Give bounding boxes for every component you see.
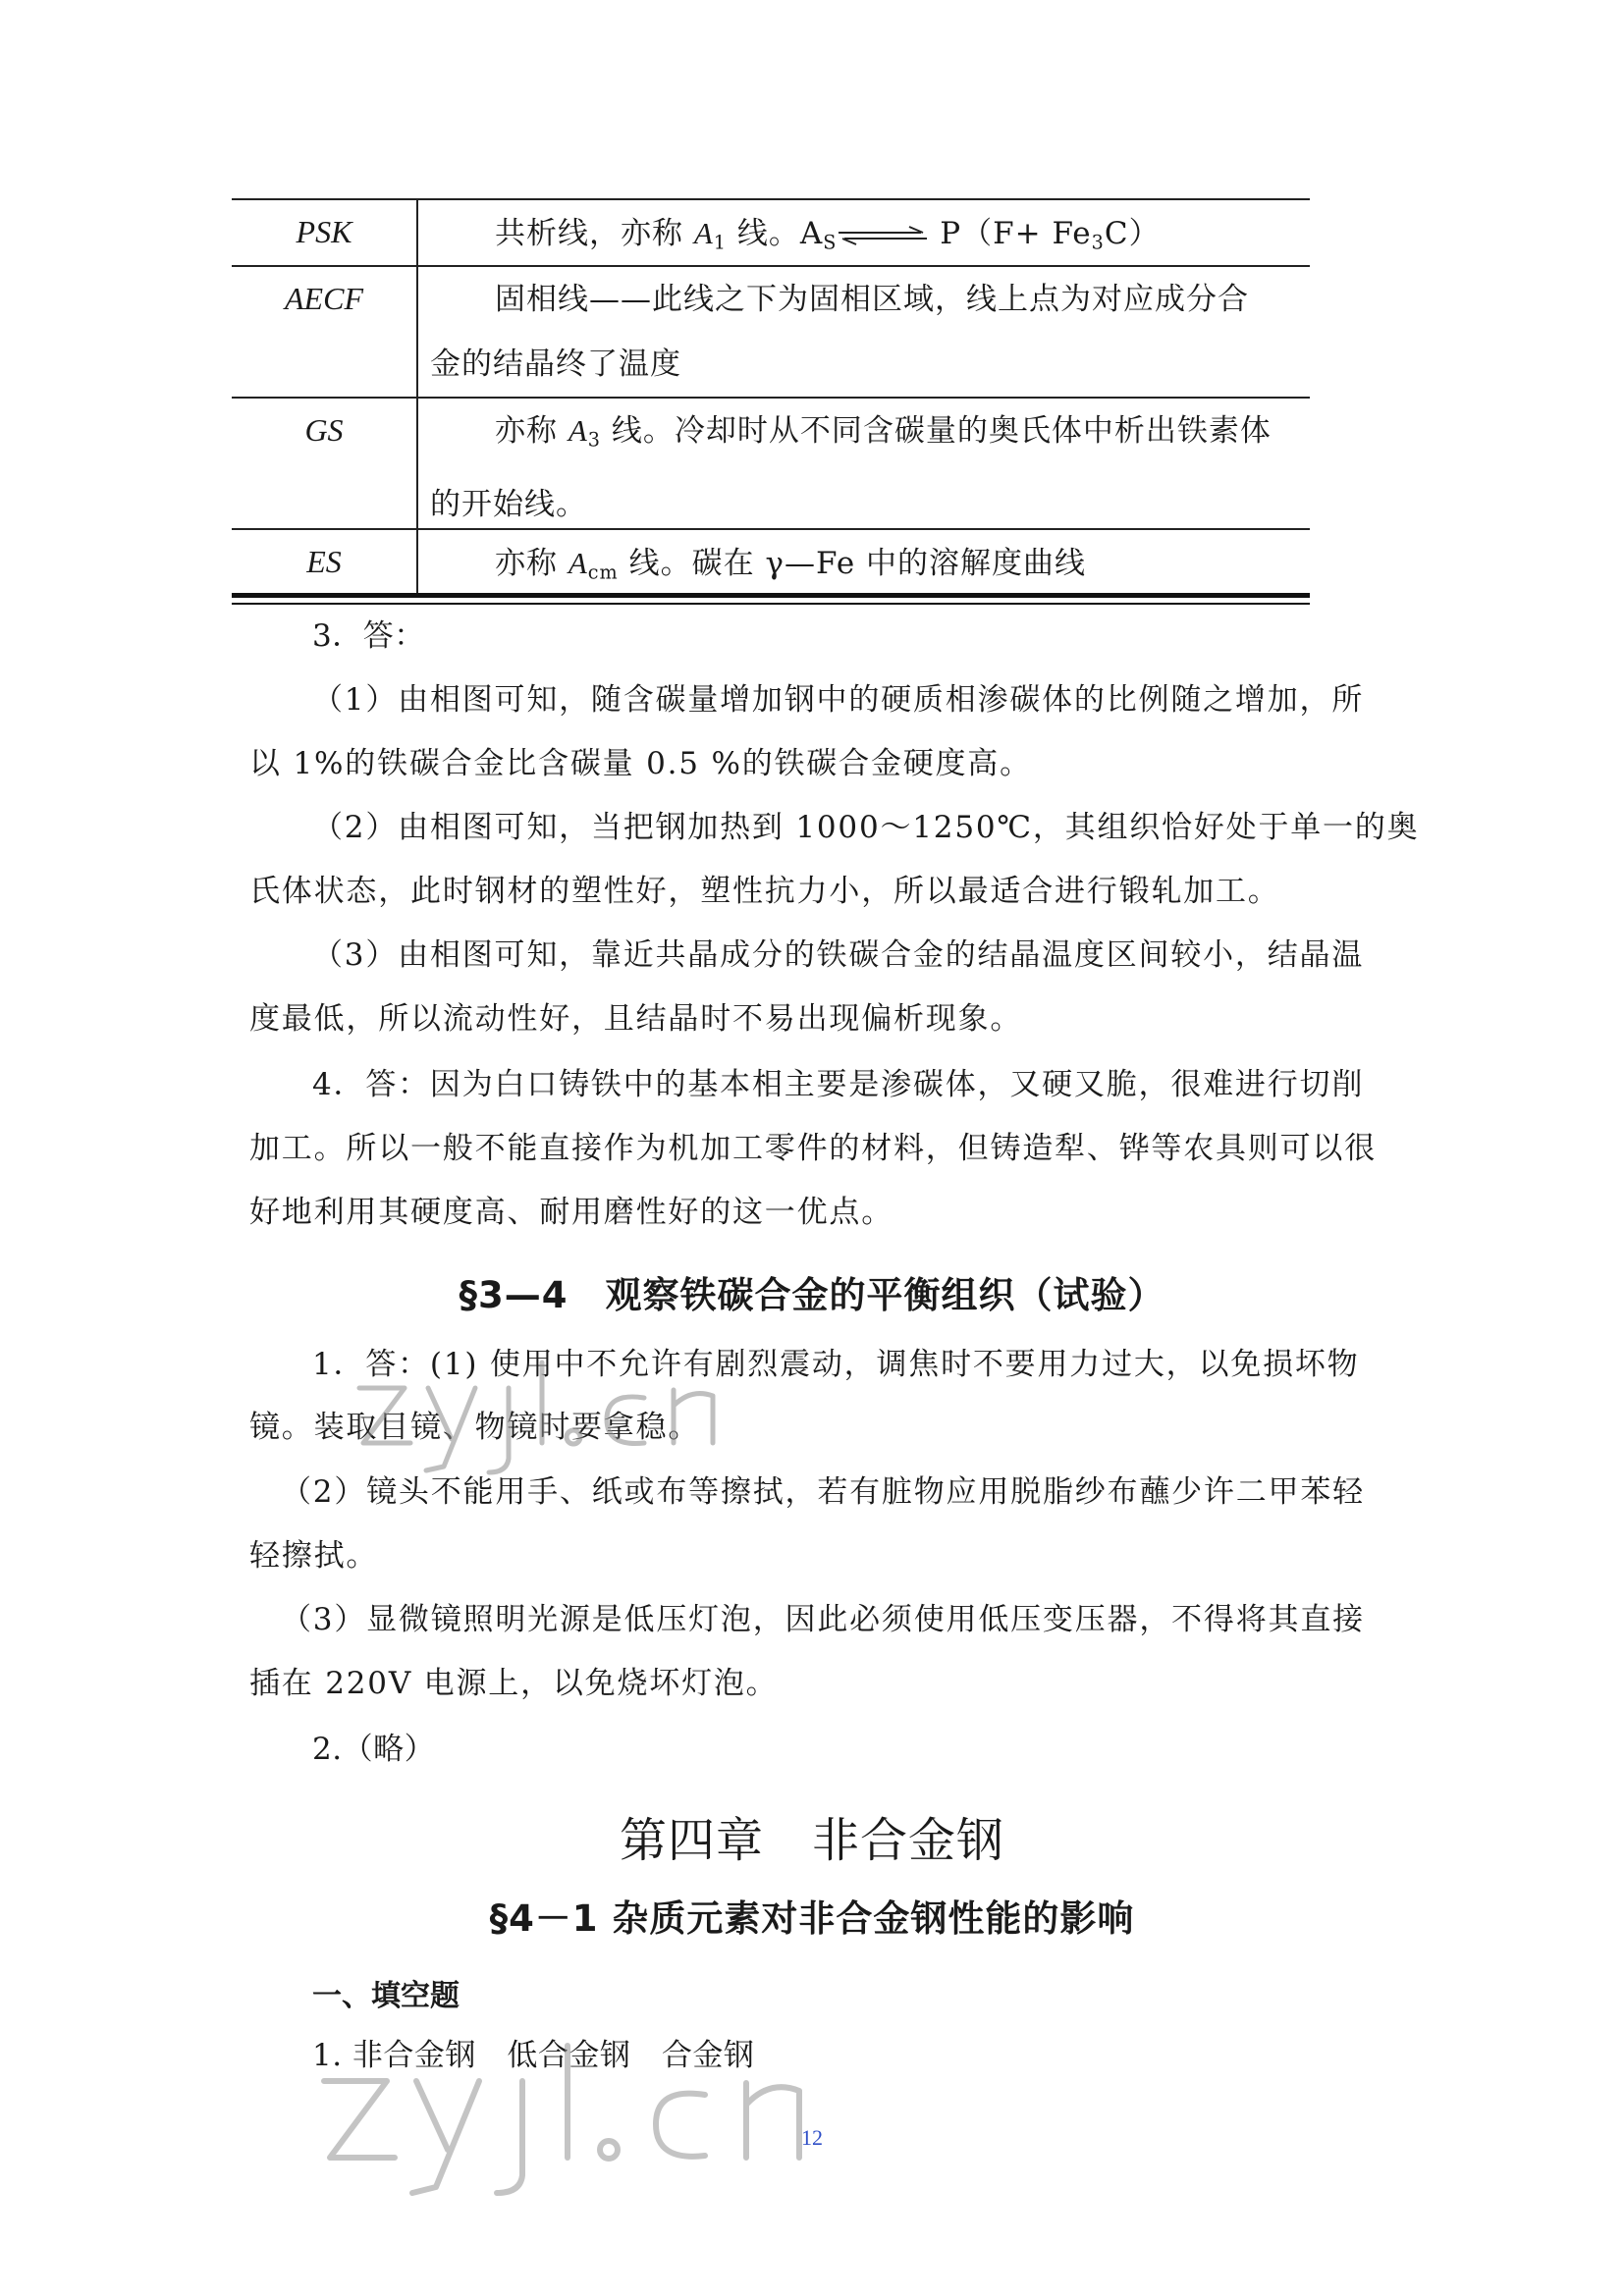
- section-3-4-p2-line2: 轻擦拭。: [249, 1538, 379, 1574]
- table-row-content: 共析线，亦称 $A_1$ 线。$A_S$ $P(F+ Fe_3C)$: [495, 216, 1161, 254]
- section-3-4-title: §3—4 观察铁碳合金的平衡组织（试验）: [459, 1274, 1165, 1316]
- table-row-content: 亦称 $A_{cm}$ 线。碳在 γ—Fe 中的溶解度曲线: [495, 546, 1087, 584]
- table-row: [232, 267, 1310, 399]
- section-3-4-p3-line2: 插在 220V 电源上，以免烧坏灯泡。: [249, 1666, 779, 1701]
- table-bottom-rule: [232, 593, 1310, 605]
- fill-in-item-1: 1. 非合金钢 低合金钢 合金钢: [312, 2038, 755, 2073]
- table-row-content: 亦称 $A_3$ 线。冷却时从不同含碳量的奥氏体中析出铁素体 的开始线。: [430, 413, 1272, 523]
- answer-3-p3-line1: （3）由相图可知，靠近共晶成分的铁碳合金的结晶温度区间较小，结晶温: [312, 937, 1365, 973]
- section-3-4-p2-line1: （2）镜头不能用手、纸或布等擦拭，若有脏物应用脱脂纱布蘸少许二甲苯轻: [281, 1474, 1365, 1510]
- table-row-label: PSK: [232, 200, 418, 265]
- answer-3-p3-line2: 度最低，所以流动性好，且结晶时不易出现偏析现象。: [249, 1001, 1023, 1037]
- section-3-4-p4: 2.（略）: [312, 1732, 436, 1767]
- section-3-4-p1-line1: 1．答：(1) 使用中不允许有剧烈震动，调焦时不要用力过大，以免损坏物: [312, 1347, 1360, 1382]
- answer-4-line3: 好地利用其硬度高、耐用磨性好的这一优点。: [249, 1195, 893, 1230]
- answer-3-title: 3．答：: [312, 618, 425, 654]
- section-4-1-title: §4－1 杂质元素对非合金钢性能的影响: [489, 1897, 1135, 1940]
- table-row: [232, 198, 1310, 267]
- table-row-content: 固相线——此线之下为固相区域，线上点为对应成分合 金的结晶终了温度: [430, 282, 1249, 382]
- answer-4-line2: 加工。所以一般不能直接作为机加工零件的材料，但铸造犁、铧等农具则可以很: [249, 1131, 1377, 1166]
- table-row-label: AECF: [232, 267, 418, 397]
- answer-4-line1: 4．答：因为白口铸铁中的基本相主要是渗碳体，又硬又脆，很难进行切削: [312, 1067, 1365, 1102]
- answer-3-p1-line2: 以 1%的铁碳合金比含碳量 0.5 %的铁碳合金硬度高。: [249, 746, 1032, 781]
- answer-3-p2-line1: （2）由相图可知，当把钢加热到 1000～1250℃，其组织恰好处于单一的奥: [312, 810, 1420, 845]
- phase-line-table: [232, 198, 1310, 595]
- chapter-4-title: 第四章 非合金钢: [619, 1813, 1004, 1868]
- answer-3-p2-line2: 氏体状态，此时钢材的塑性好，塑性抗力小，所以最适合进行锻轧加工。: [249, 874, 1280, 909]
- page-number: 12: [801, 2125, 823, 2150]
- equilibrium-arrow-icon: [837, 226, 929, 245]
- answer-3-p1-line1: （1）由相图可知，随含碳量增加钢中的硬质相渗碳体的比例随之增加，所: [312, 682, 1365, 718]
- table-row: [232, 530, 1310, 595]
- table-row-label: GS: [232, 399, 418, 528]
- section-3-4-p1-line2: 镜。装取目镜、物镜时要拿稳。: [249, 1410, 701, 1445]
- fill-in-blank-heading: 一、填空题: [312, 1979, 460, 2013]
- table-row: [232, 399, 1310, 530]
- table-row-label: ES: [232, 530, 418, 595]
- section-3-4-p3-line1: （3）显微镜照明光源是低压灯泡，因此必须使用低压变压器，不得将其直接: [281, 1602, 1365, 1637]
